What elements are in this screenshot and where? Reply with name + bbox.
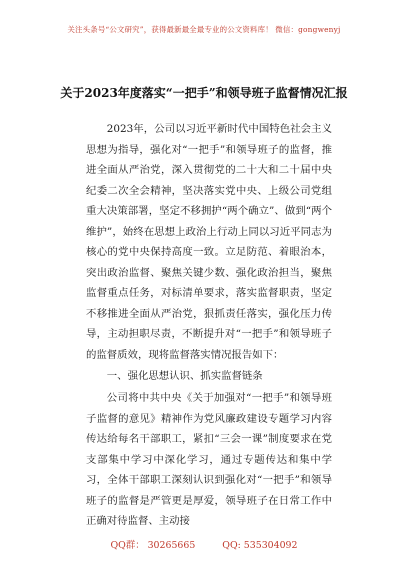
section-paragraph: 公司将中共中央《关于加强对“一把手”和领导班子监督的意见》精神作为党风廉政建设专题学习内容传达给每名干部职工，紧扣“三会一课”制度要求在党支部集中学习中深化学习，通过专题传达和集中学习，全体干部职工深刻认识到强化对“一把手”和领导班子的监督是严管更是厚爱，领导班子在日常工作中正确对待监督、主动接 <box>86 392 332 527</box>
document-body <box>86 119 332 532</box>
intro-paragraph: 2023年，公司以习近平新时代中国特色社会主义思想为指导，强化对“一把手”和领导班子的监督，推进全面从严治党，深入贯彻党的二十大和二十届中央纪委二次全会精神，坚决落实党中央、上级公司党组重大决策部署，坚定不移拥护“两个确立”、做到“两个维护”，始终在思想上政治上行动上同以习近平同志为核心的党中央保持高度一致。立足防范、着眼治本，突出政治监督、聚焦关键少数、强化政治担当，聚焦监督重点任务，对标清单要求，落实监督职责，坚定不移推进全面从严治党，狠抓责任落实，强化压力传导，主动担职尽责，不断提升对“一把手”和领导班子的监督质效，现将监督落实情况报告如下： <box>86 123 332 361</box>
qq-group-number: QQ群： 30265665 <box>110 540 196 551</box>
qq-number: QQ: 535304092 <box>222 540 298 551</box>
footer-contacts <box>0 537 408 551</box>
section-heading: 一、强化思想认识、抓实监督链条 <box>106 370 263 382</box>
header-banner: 关注头条号“公文研究”，获得最新最全最专业的公文资料库！ 微信：gongwenyj <box>67 25 341 34</box>
document-title: 关于2023年度落实“一把手”和领导班子监督情况汇报 <box>60 86 348 100</box>
